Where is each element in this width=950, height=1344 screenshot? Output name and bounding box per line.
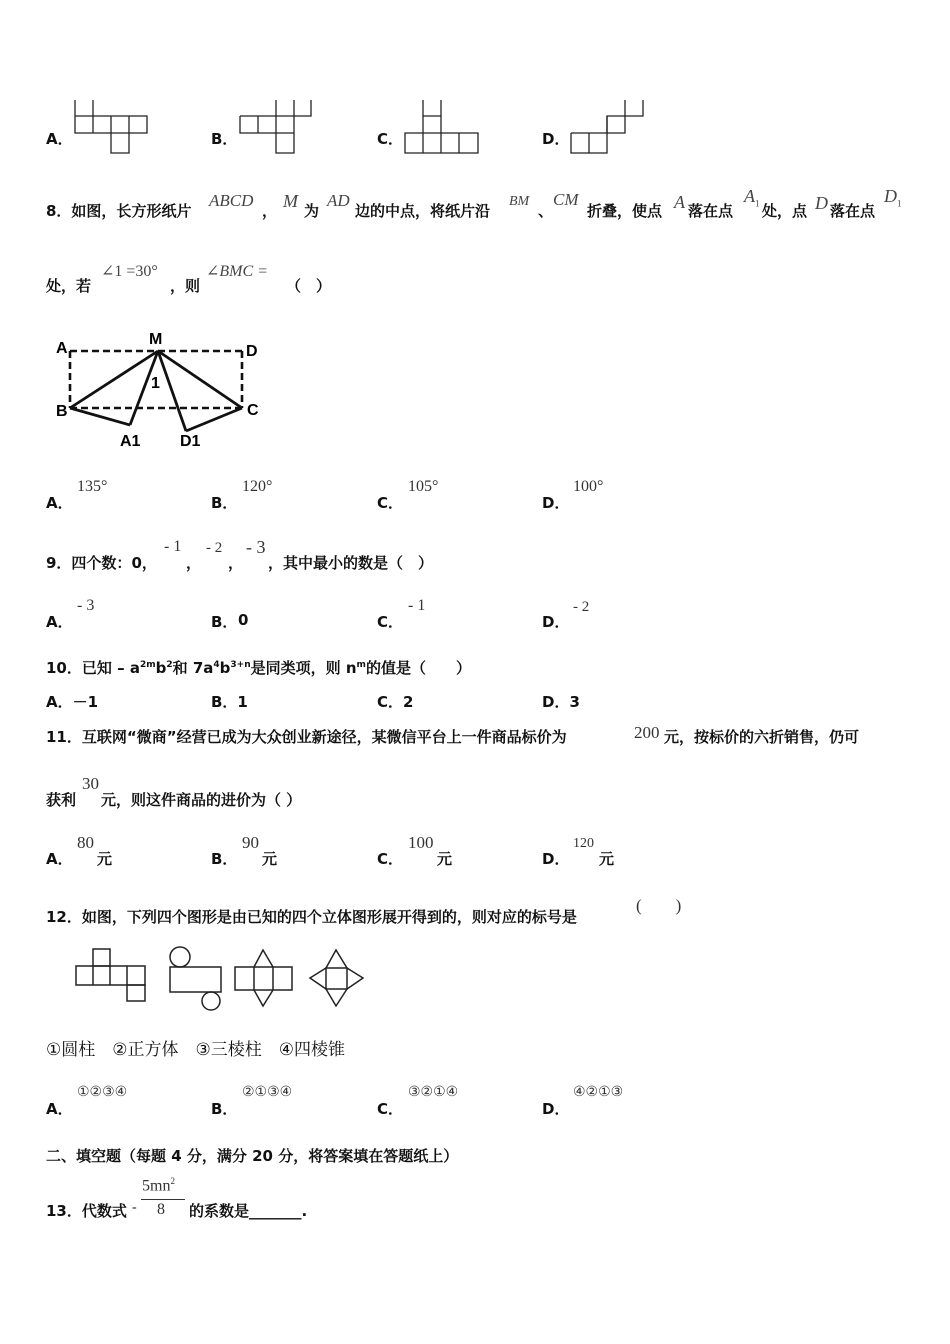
- q7-option-d-label: D．: [542, 130, 570, 148]
- q11-option-d-unit: 元: [599, 850, 615, 868]
- q8-comma: ，: [262, 202, 278, 220]
- q12-option-b-value: ②①③④: [242, 1085, 293, 1100]
- q8-paren: （ ）: [286, 277, 332, 295]
- q11-option-a-label: A．: [46, 850, 73, 868]
- q13-minus: -: [132, 1200, 137, 1215]
- q9-comma-2: ，: [228, 554, 244, 572]
- q12-option-a-label: A．: [46, 1100, 73, 1118]
- q9-num-1: - 1: [164, 538, 182, 555]
- q8-d1: $D_1$: [884, 186, 902, 209]
- q8-angle-bmc: ∠BMC =: [206, 263, 268, 280]
- q12-text: 12．如图，下列四个图形是由已知的四个立体图形展开得到的，则对应的标号是: [46, 908, 577, 926]
- q11-text-2: 元，按标价的六折销售，仍可: [664, 728, 860, 746]
- q12-nets-figure: [70, 944, 370, 1016]
- q8-bm: BM: [509, 194, 530, 209]
- q9-text-1: 9．四个数：0，: [46, 554, 157, 572]
- q8-fig-label-c: C: [247, 402, 259, 419]
- q11-option-d-value: 120: [573, 836, 594, 851]
- q11-option-b-label: B．: [211, 850, 238, 868]
- q10-option-b: B．1: [211, 693, 248, 711]
- q8-fig-label-a1: A1: [120, 433, 141, 450]
- q10-option-d: D．3: [542, 693, 580, 711]
- q12-option-b-label: B．: [211, 1100, 238, 1118]
- q8-d: D: [815, 193, 828, 213]
- q8-text-3: 折叠，使点: [587, 202, 663, 220]
- q11-option-c-value: 100: [408, 833, 434, 852]
- q9-option-a-value: - 3: [77, 597, 95, 614]
- q7-option-a-label: A．: [46, 130, 73, 148]
- q11-line2-text-1: 获利: [46, 791, 77, 809]
- q8-angle-1: ∠1 =30°: [101, 263, 158, 280]
- q7-option-a-figure: [70, 98, 150, 156]
- q11-option-a-value: 80: [77, 833, 94, 852]
- q11-option-c-unit: 元: [437, 850, 453, 868]
- q9-option-a-label: A．: [46, 613, 73, 631]
- q8-wei: 为: [304, 202, 320, 220]
- q7-option-d-figure: [566, 98, 648, 156]
- q11-profit: 30: [82, 774, 99, 793]
- q9-num-2: - 2: [206, 540, 223, 556]
- q12-option-a-value: ①②③④: [77, 1085, 128, 1100]
- q12-option-d-label: D．: [542, 1100, 570, 1118]
- q8-option-a-value: 135°: [77, 478, 108, 495]
- q8-text-1: 8．如图，长方形纸片: [46, 202, 192, 220]
- q8-line2-text-1: 处，若: [46, 277, 92, 295]
- q8-option-b-value: 120°: [242, 478, 273, 495]
- q11-price: 200: [634, 723, 660, 742]
- q11-text-1: 11．互联网“微商”经营已成为大众创业新途径，某微信平台上一件商品标价为: [46, 728, 567, 746]
- q8-a1: $A_1$: [744, 186, 760, 209]
- q8-a: A: [674, 192, 685, 212]
- q8-option-c-value: 105°: [408, 478, 439, 495]
- q9-option-c-value: - 1: [408, 597, 426, 614]
- q9-option-d-label: D．: [542, 613, 570, 631]
- q8-ad: AD: [327, 191, 350, 210]
- q13-fraction-bar: [141, 1199, 185, 1200]
- q8-option-a-label: A．: [46, 494, 73, 512]
- q11-option-c-label: C．: [377, 850, 404, 868]
- q9-option-b-value: 0: [238, 611, 249, 629]
- q13-text-2: 的系数是_______.: [189, 1202, 308, 1220]
- section-2-title: 二、填空题（每题 4 分，满分 20 分，将答案填在答题纸上）: [46, 1147, 459, 1165]
- q12-option-d-value: ④②①③: [573, 1085, 624, 1100]
- q8-dun: 、: [538, 202, 554, 220]
- q11-option-b-unit: 元: [262, 850, 278, 868]
- q12-option-c-label: C．: [377, 1100, 404, 1118]
- q10-text: 10．已知 – $a^{2m}b^2$和 $7a^4b^{3+n}$是同类项，则 $n^m$的值是（ ）: [46, 659, 471, 677]
- q8-text-5: 处，点: [762, 202, 808, 220]
- q12-solids-list: ①圆柱 ②正方体 ③三棱柱 ④四棱锥: [46, 1040, 345, 1060]
- q9-option-b-label: B．: [211, 613, 238, 631]
- q8-abcd: ABCD: [209, 191, 254, 210]
- q8-m: M: [283, 191, 298, 211]
- q9-option-c-label: C．: [377, 613, 404, 631]
- q10-option-a: A．－1: [46, 693, 99, 711]
- q8-option-d-value: 100°: [573, 478, 604, 495]
- q10-option-c: C．2: [377, 693, 414, 711]
- q8-line2-text-2: ，则: [170, 277, 201, 295]
- q8-text-6: 落在点: [830, 202, 876, 220]
- q12-paren: ( ): [636, 896, 682, 915]
- q7-option-c-figure: [400, 98, 482, 156]
- q13-numerator: $5mn^2$: [142, 1176, 175, 1195]
- q7-option-b-label: B．: [211, 130, 238, 148]
- q8-option-d-label: D．: [542, 494, 570, 512]
- q8-text-4: 落在点: [688, 202, 734, 220]
- q7-option-b-figure: [235, 98, 315, 156]
- q11-option-d-label: D．: [542, 850, 570, 868]
- q8-text-2: 边的中点，将纸片沿: [355, 202, 491, 220]
- q8-fig-label-m: M: [149, 331, 163, 348]
- q8-option-b-label: B．: [211, 494, 238, 512]
- q12-option-c-value: ③②①④: [408, 1085, 459, 1100]
- q9-text-2: ，其中最小的数是（ ）: [268, 554, 434, 572]
- q8-fig-label-d: D: [246, 343, 258, 360]
- q9-option-d-value: - 2: [573, 599, 590, 615]
- q9-num-3: - 3: [246, 537, 266, 557]
- q8-fig-label-b: B: [56, 403, 68, 420]
- q8-fig-label-1: 1: [151, 375, 160, 392]
- q13-text-1: 13．代数式: [46, 1202, 127, 1220]
- q8-fig-label-d1: D1: [180, 433, 201, 450]
- q13-denominator: 8: [157, 1201, 165, 1218]
- q9-comma-1: ，: [186, 554, 202, 572]
- q8-fig-label-a: A: [56, 340, 68, 357]
- q8-figure: [50, 325, 280, 455]
- q11-line2-text-2: 元，则这件商品的进价为（ ）: [101, 791, 302, 809]
- q11-option-b-value: 90: [242, 833, 259, 852]
- q7-option-c-label: C．: [377, 130, 404, 148]
- q11-option-a-unit: 元: [97, 850, 113, 868]
- q8-option-c-label: C．: [377, 494, 404, 512]
- q8-cm: CM: [553, 190, 579, 209]
